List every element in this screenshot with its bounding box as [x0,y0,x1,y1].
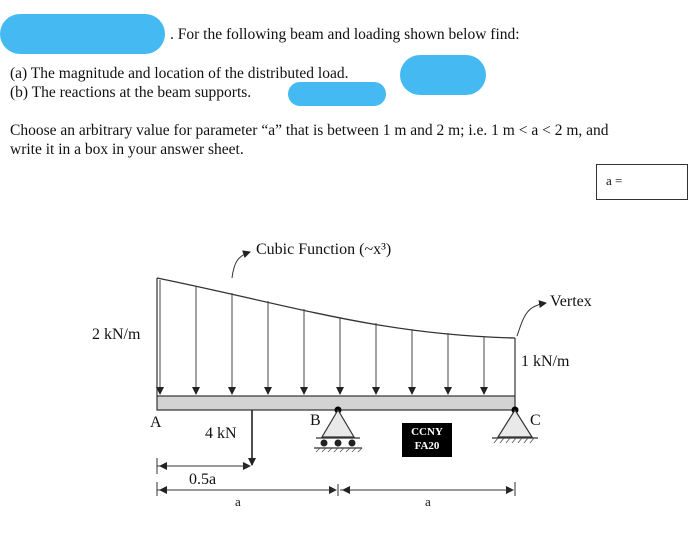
point-load-label: 4 kN [205,425,237,442]
load-curve [157,278,515,338]
problem-prompt: . For the following beam and loading shown below find: [170,26,520,43]
point-a-label: A [150,414,162,431]
load-arrows [160,280,484,394]
vertex-label: Vertex [550,293,592,310]
instruction-line-2: write it in a box in your answer sheet. [10,141,244,158]
answer-box-label: a = [606,173,623,188]
right-intensity-label: 1 kN/m [521,353,570,370]
curve-label: Cubic Function (~x³) [256,241,392,258]
point-c-label: C [530,412,541,429]
point-b-label: B [310,412,321,429]
dim-half-a-label: 0.5a [189,471,217,488]
support-b [314,407,362,453]
dim-a-right-label: a [425,494,431,509]
left-intensity-label: 2 kN/m [92,326,141,343]
dim-a-left-label: a [235,494,241,509]
instruction-line-1: Choose an arbitrary value for parameter “a” that is between 1 m and 2 m; i.e. 1 m < a < 2 m, and [10,122,609,139]
stamp-line-2: FA20 [414,440,440,452]
ccny-stamp [402,423,452,457]
stamp-line-1: CCNY [411,426,443,438]
part-a-text: (a) The magnitude and location of the distributed load. [10,65,349,82]
part-b-text: (b) The reactions at the beam supports. [10,84,252,101]
